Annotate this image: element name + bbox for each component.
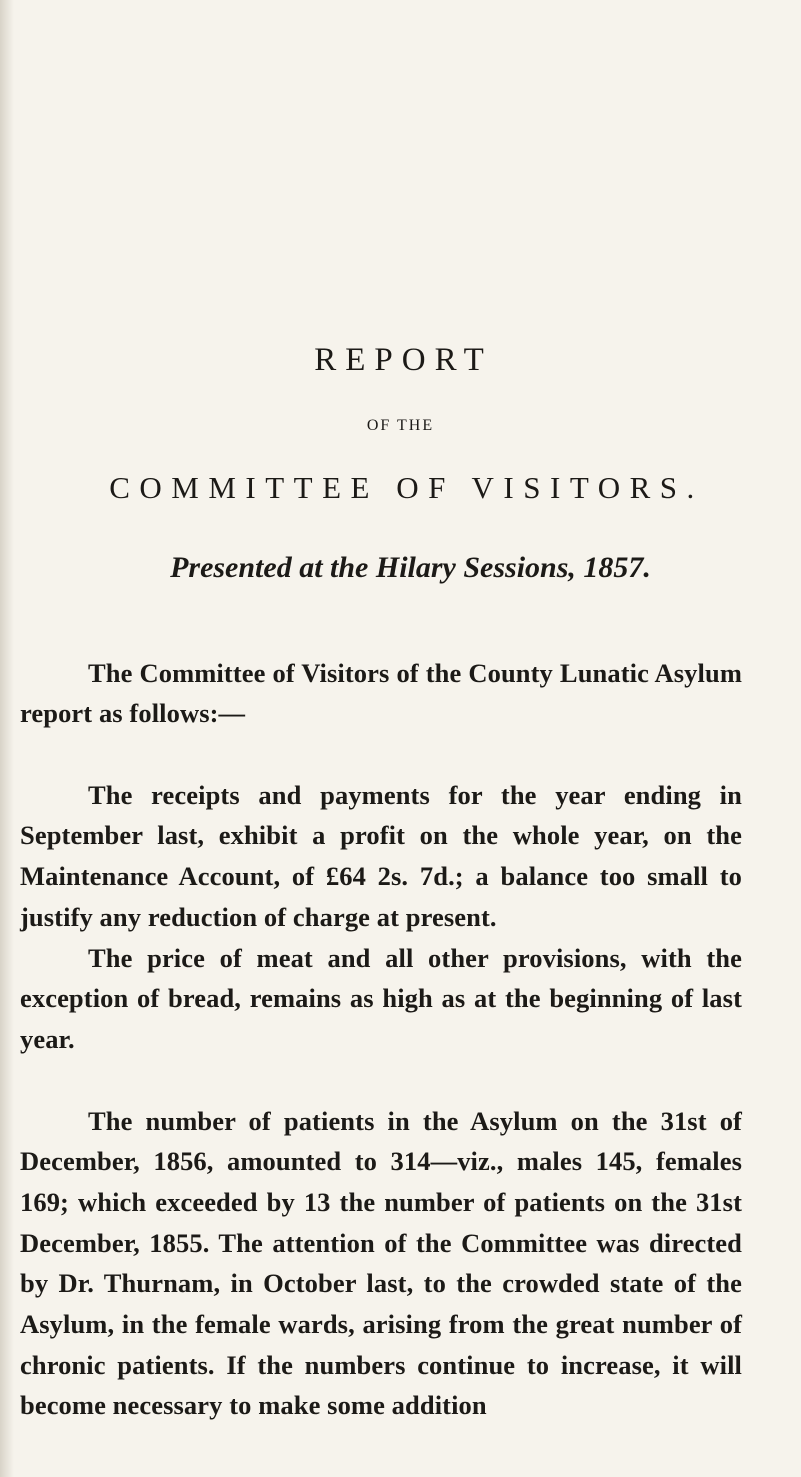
paragraph-1: The Committee of Visitors of the County Lunatic Asylum report as follows:— bbox=[20, 657, 742, 729]
page-edge-shadow bbox=[0, 0, 14, 1477]
of-the-subtitle: OF THE bbox=[366, 417, 435, 434]
paragraph-3: The price of meat and all other provisions, with the exception of bread, remains as high as at the beginning of last year. bbox=[20, 942, 742, 1054]
paragraph-4: The number of patients in the Asylum on the 31st of December, 1856, amounted to 314—viz., males 145, females 169; which exceeded by 13 the number of patients on the 31st December, 1855. The attention of the Committee was directed by Dr. Thurnam, in October last, to the crowded state of the Asylum, in the female wards, arising from the great number of chronic patients. If the numbers continue to increase, it will become necessary to make some addition bbox=[20, 1105, 742, 1421]
paragraph-2: The receipts and payments for the year ending in September last, exhibit a profit on the whole year, on the Maintenance Account, of £64 2s. 7d.; a balance too small to justify any reduction of charge at present. bbox=[20, 779, 742, 932]
report-title: REPORT bbox=[314, 342, 493, 378]
committee-title: COMMITTEE OF VISITORS. bbox=[109, 470, 704, 505]
presented-line: Presented at the Hilary Sessions, 1857. bbox=[170, 551, 651, 584]
